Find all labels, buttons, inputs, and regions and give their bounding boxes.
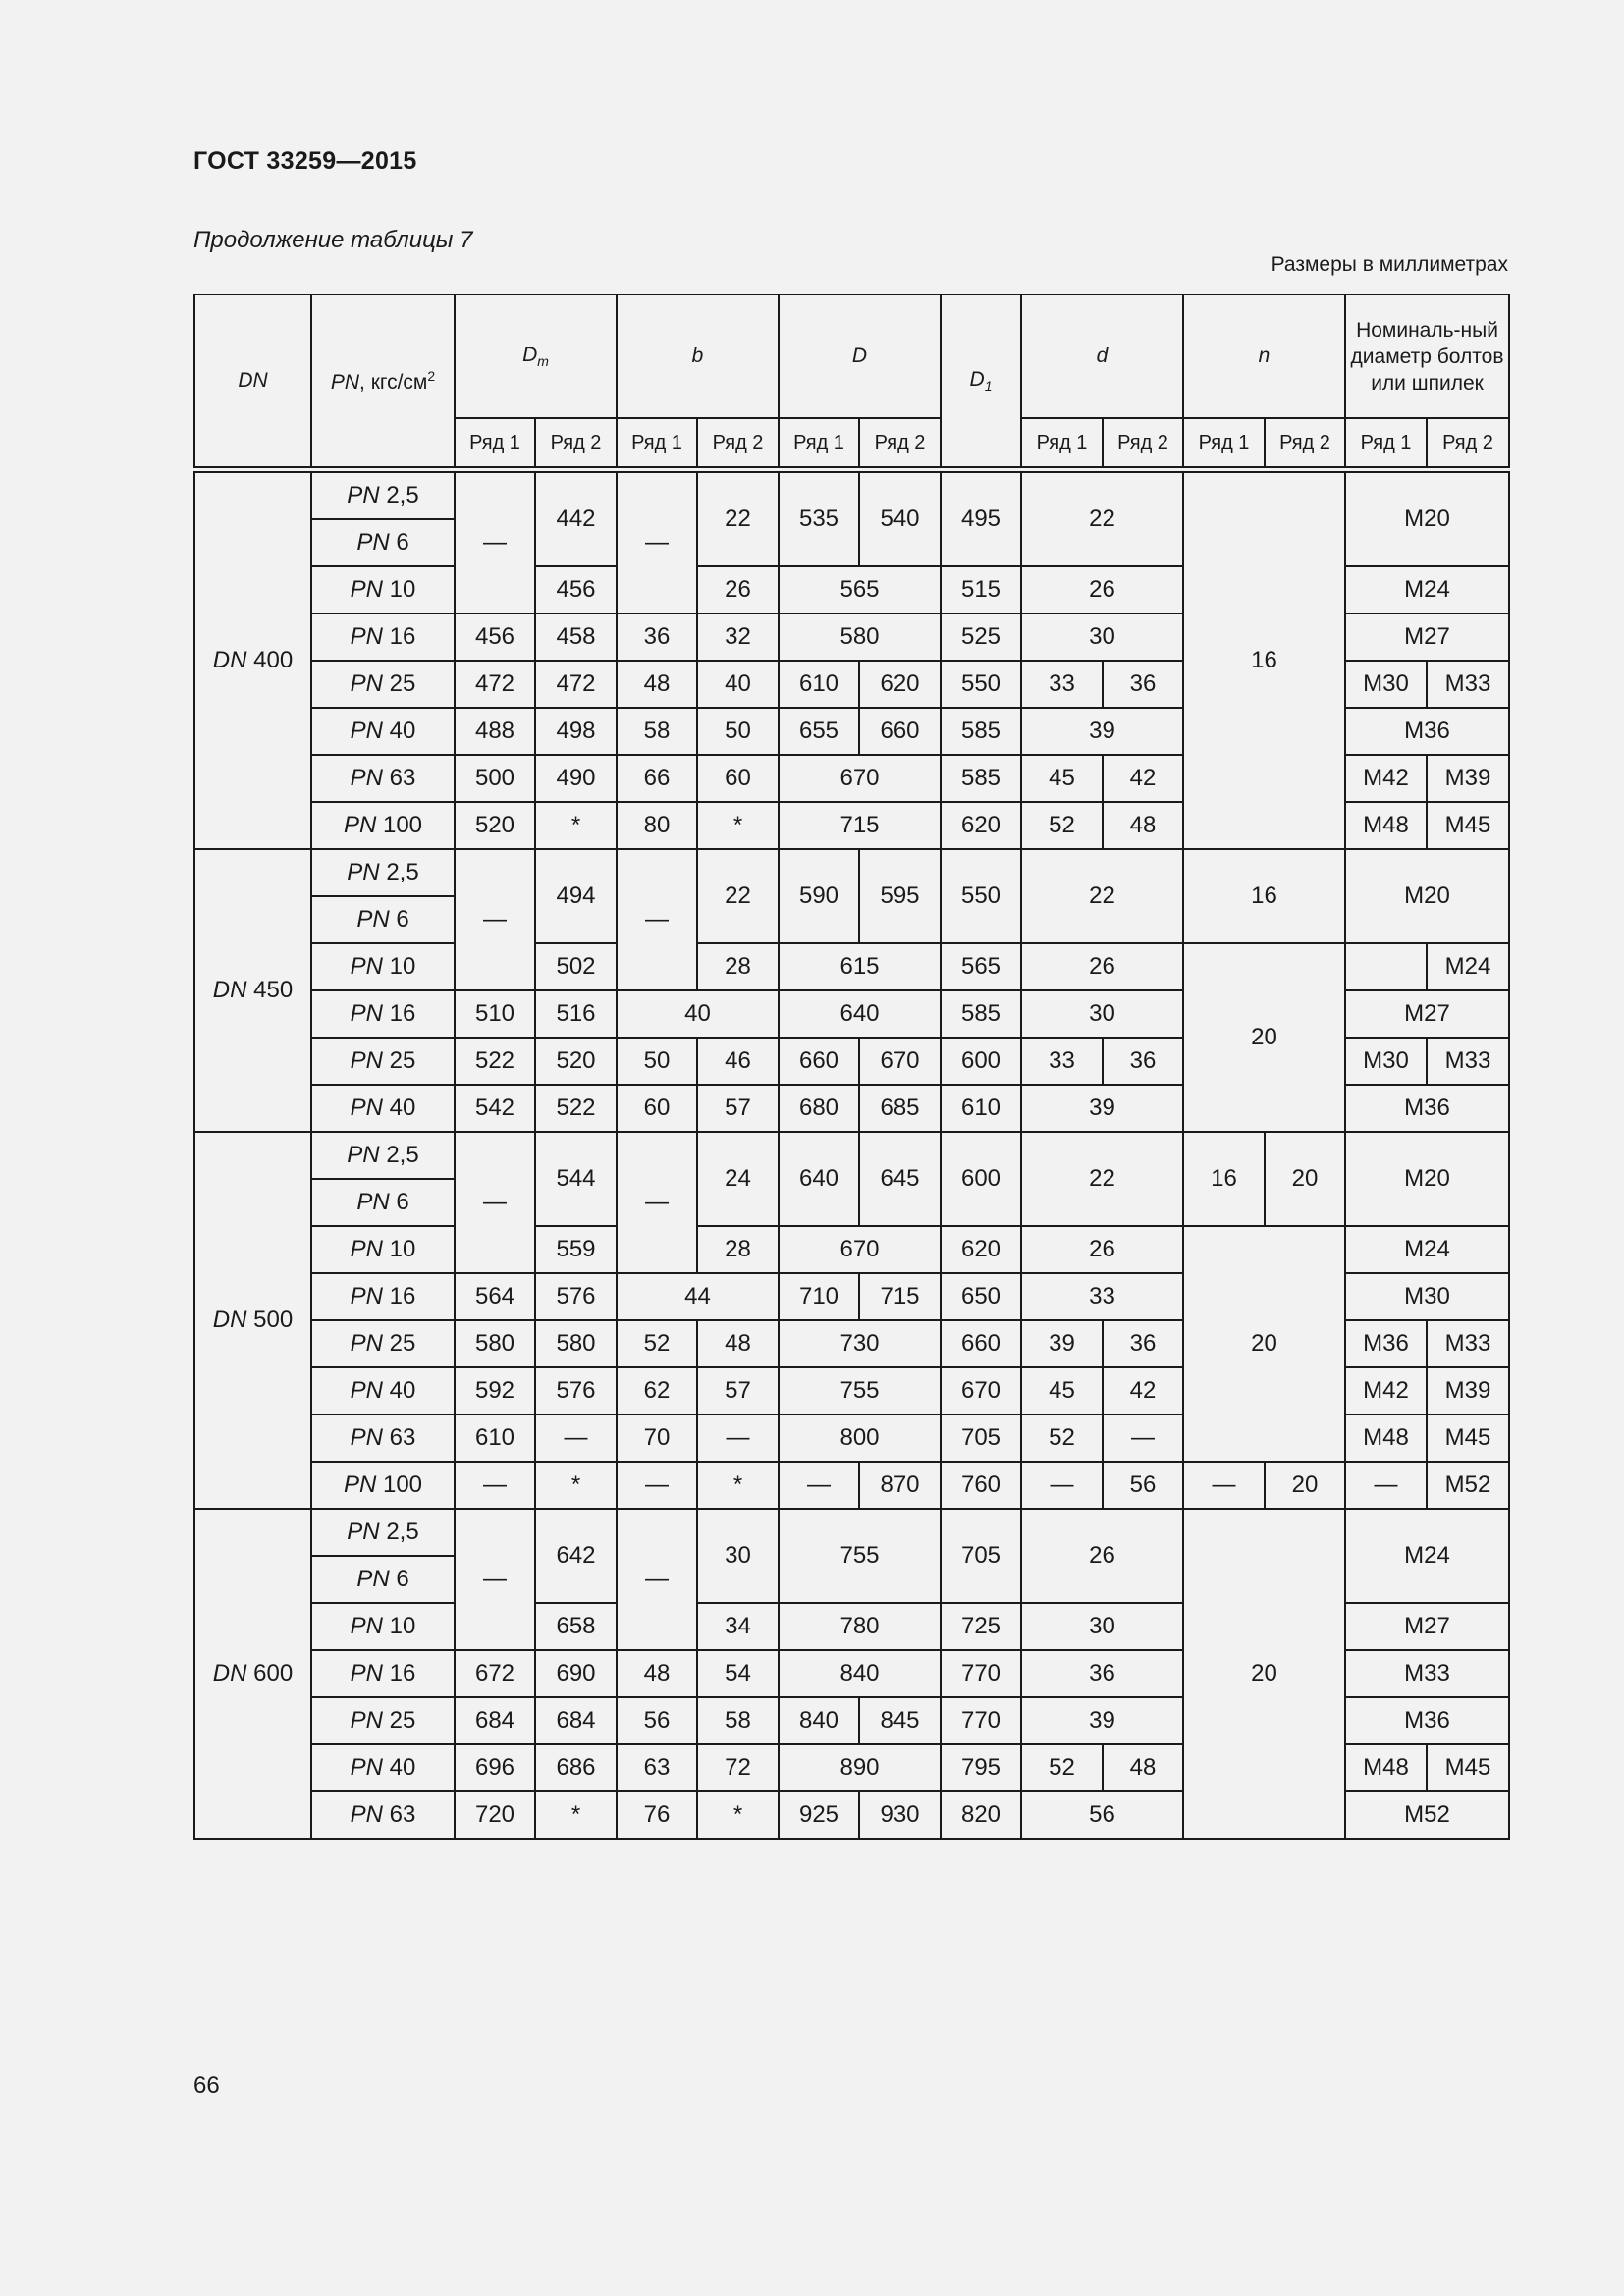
table-row: [194, 943, 1509, 990]
cell-D2: 595: [859, 849, 941, 943]
cell-dm1: 488: [455, 708, 535, 755]
cell-dm1: 592: [455, 1367, 535, 1415]
cell-n: 16: [1183, 849, 1345, 943]
cell-bolt: M27: [1345, 1603, 1509, 1650]
cell-d2: 36: [1103, 1320, 1183, 1367]
pn-cell: PN 16: [311, 990, 455, 1038]
cell-b1: 62: [617, 1367, 697, 1415]
cell-D2: 870: [859, 1462, 941, 1509]
cell-d2: 56: [1103, 1462, 1183, 1509]
pn-cell: PN 10: [311, 943, 455, 990]
pn-cell: PN 10: [311, 566, 455, 614]
pn-cell: PN 25: [311, 1320, 455, 1367]
cell-bolt: M36: [1345, 1697, 1509, 1744]
cell-dm1: 610: [455, 1415, 535, 1462]
cell-n1: 16: [1183, 1132, 1265, 1226]
cell-b1: 60: [617, 1085, 697, 1132]
pn-cell: PN 40: [311, 1085, 455, 1132]
cell-bolt: M36: [1345, 708, 1509, 755]
cell-bolt2: M45: [1427, 802, 1509, 849]
cell-dm2: 690: [535, 1650, 617, 1697]
pn-cell: PN 16: [311, 1650, 455, 1697]
header-dn: DN: [194, 294, 311, 467]
cell-D: 715: [779, 802, 941, 849]
cell-d2: 48: [1103, 802, 1183, 849]
cell-D2: 715: [859, 1273, 941, 1320]
subheader-bolt-row2: Ряд 2: [1427, 418, 1509, 467]
cell-dm2: 494: [535, 849, 617, 943]
dn-group-label: DN 500: [194, 1132, 311, 1509]
subheader-D-row1: Ряд 1: [779, 418, 859, 467]
cell-D-1: 550: [941, 661, 1021, 708]
cell-d: 26: [1021, 1226, 1183, 1273]
subheader-dm-row2: Ряд 2: [535, 418, 617, 467]
cell-D: 730: [779, 1320, 941, 1367]
dn-group-label: DN 450: [194, 849, 311, 1132]
cell-d2: 36: [1103, 1038, 1183, 1085]
cell-d2: 42: [1103, 755, 1183, 802]
cell-b2: 50: [697, 708, 779, 755]
cell-d: 39: [1021, 1085, 1183, 1132]
cell-n2: 20: [1265, 1462, 1345, 1509]
cell-dm2: *: [535, 1791, 617, 1839]
pn-cell: PN 25: [311, 1697, 455, 1744]
pn-cell: PN 10: [311, 1603, 455, 1650]
subheader-d-row2: Ряд 2: [1103, 418, 1183, 467]
cell-b2: 57: [697, 1085, 779, 1132]
pn-cell: PN 100: [311, 802, 455, 849]
cell-bolt1: M48: [1345, 1744, 1427, 1791]
cell-dm2: 686: [535, 1744, 617, 1791]
cell-b2: 28: [697, 1226, 779, 1273]
cell-b2: 28: [697, 943, 779, 990]
pn-cell: PN 6: [311, 519, 455, 566]
cell-d: 30: [1021, 614, 1183, 661]
cell-bolt1: M42: [1345, 755, 1427, 802]
header-D1: $D_1$: [941, 294, 1021, 467]
cell-bolt: M27: [1345, 990, 1509, 1038]
cell-b2: 46: [697, 1038, 779, 1085]
cell-D-1: 515: [941, 566, 1021, 614]
cell-D: 780: [779, 1603, 941, 1650]
cell-D: 565: [779, 566, 941, 614]
cell-dm2: 684: [535, 1697, 617, 1744]
cell-dm1: 500: [455, 755, 535, 802]
cell-bolt: M33: [1345, 1650, 1509, 1697]
cell-dm1: 580: [455, 1320, 535, 1367]
cell-D: 640: [779, 990, 941, 1038]
cell-bolt: M30: [1345, 1273, 1509, 1320]
cell-D-1: 705: [941, 1415, 1021, 1462]
cell-dm2: 544: [535, 1132, 617, 1226]
cell-D: 670: [779, 1226, 941, 1273]
cell-b: 44: [617, 1273, 779, 1320]
cell-d1: 45: [1021, 1367, 1103, 1415]
cell-D1: 680: [779, 1085, 859, 1132]
cell-D-1: 600: [941, 1038, 1021, 1085]
cell-D: 615: [779, 943, 941, 990]
cell-b2: 58: [697, 1697, 779, 1744]
cell-d1: 39: [1021, 1320, 1103, 1367]
pn-cell: PN 63: [311, 755, 455, 802]
cell-D: 670: [779, 755, 941, 802]
cell-dm2: 490: [535, 755, 617, 802]
pn-cell: PN 2,5: [311, 849, 455, 896]
cell-b1: —: [617, 1132, 697, 1273]
pn-cell: PN 16: [311, 614, 455, 661]
cell-bolt2: M33: [1427, 661, 1509, 708]
cell-b2: 22: [697, 472, 779, 566]
cell-d2: 36: [1103, 661, 1183, 708]
cell-b1: 70: [617, 1415, 697, 1462]
cell-bolt2: M33: [1427, 1320, 1509, 1367]
cell-bolt1: [1345, 943, 1427, 990]
cell-n: 16: [1183, 472, 1345, 849]
cell-dm2: 642: [535, 1509, 617, 1603]
cell-D-1: 585: [941, 755, 1021, 802]
cell-D1: 655: [779, 708, 859, 755]
cell-D-1: 660: [941, 1320, 1021, 1367]
cell-b1: 48: [617, 1650, 697, 1697]
cell-dm2: 576: [535, 1367, 617, 1415]
cell-bolt1: M30: [1345, 661, 1427, 708]
cell-d1: 33: [1021, 661, 1103, 708]
table-row: [194, 1509, 1509, 1556]
cell-dm1: 564: [455, 1273, 535, 1320]
cell-D-1: 495: [941, 472, 1021, 566]
cell-b: 40: [617, 990, 779, 1038]
cell-d: 26: [1021, 1509, 1183, 1603]
cell-b2: *: [697, 1791, 779, 1839]
cell-b2: 34: [697, 1603, 779, 1650]
cell-bolt1: M30: [1345, 1038, 1427, 1085]
cell-D-1: 525: [941, 614, 1021, 661]
cell-D: 800: [779, 1415, 941, 1462]
cell-D: 890: [779, 1744, 941, 1791]
cell-D2: 620: [859, 661, 941, 708]
cell-D1: 660: [779, 1038, 859, 1085]
cell-dm1: —: [455, 472, 535, 614]
cell-b1: 63: [617, 1744, 697, 1791]
cell-b1: 80: [617, 802, 697, 849]
cell-bolt1: M48: [1345, 802, 1427, 849]
subheader-n-row2: Ряд 2: [1265, 418, 1345, 467]
cell-bolt1: M48: [1345, 1415, 1427, 1462]
pn-cell: PN 100: [311, 1462, 455, 1509]
pn-cell: PN 6: [311, 896, 455, 943]
cell-dm2: 472: [535, 661, 617, 708]
cell-D2: 540: [859, 472, 941, 566]
subheader-D-row2: Ряд 2: [859, 418, 941, 467]
cell-dm2: —: [535, 1415, 617, 1462]
cell-D2: 670: [859, 1038, 941, 1085]
cell-D-1: 565: [941, 943, 1021, 990]
cell-d: 26: [1021, 566, 1183, 614]
cell-d: 56: [1021, 1791, 1183, 1839]
cell-D-1: 725: [941, 1603, 1021, 1650]
cell-D-1: 770: [941, 1650, 1021, 1697]
cell-D-1: 820: [941, 1791, 1021, 1839]
cell-b2: 54: [697, 1650, 779, 1697]
cell-dm1: —: [455, 1132, 535, 1273]
cell-b2: 26: [697, 566, 779, 614]
cell-dm1: —: [455, 849, 535, 990]
header-b: b: [617, 294, 779, 418]
cell-dm1: —: [455, 1462, 535, 1509]
cell-dm2: 502: [535, 943, 617, 990]
cell-dm1: —: [455, 1509, 535, 1650]
cell-D: 755: [779, 1509, 941, 1603]
cell-bolt: M20: [1345, 849, 1509, 943]
cell-bolt: M24: [1345, 1509, 1509, 1603]
cell-D-1: 610: [941, 1085, 1021, 1132]
subheader-d-row1: Ряд 1: [1021, 418, 1103, 467]
cell-D1: 640: [779, 1132, 859, 1226]
cell-b1: —: [617, 849, 697, 990]
cell-d1: 52: [1021, 1415, 1103, 1462]
table-row: [194, 1132, 1509, 1179]
subheader-b-row2: Ряд 2: [697, 418, 779, 467]
cell-dm1: 456: [455, 614, 535, 661]
pn-cell: PN 6: [311, 1556, 455, 1603]
cell-d: 26: [1021, 943, 1183, 990]
cell-D-1: 795: [941, 1744, 1021, 1791]
cell-dm2: 580: [535, 1320, 617, 1367]
dn-group-label: DN 600: [194, 1509, 311, 1839]
cell-b1: —: [617, 1462, 697, 1509]
cell-b2: 22: [697, 849, 779, 943]
cell-n: 20: [1183, 1509, 1345, 1839]
cell-dm1: 542: [455, 1085, 535, 1132]
cell-D: 840: [779, 1650, 941, 1697]
cell-b2: 32: [697, 614, 779, 661]
cell-d1: —: [1021, 1462, 1103, 1509]
table-caption: Продолжение таблицы 7: [193, 227, 473, 253]
cell-bolt: M24: [1345, 1226, 1509, 1273]
dn-group-label: DN 400: [194, 472, 311, 849]
cell-D1: 535: [779, 472, 859, 566]
pn-cell: PN 40: [311, 1744, 455, 1791]
cell-dm2: 559: [535, 1226, 617, 1273]
cell-D-1: 585: [941, 990, 1021, 1038]
pn-cell: PN 63: [311, 1791, 455, 1839]
cell-bolt1: —: [1345, 1462, 1427, 1509]
cell-b2: 40: [697, 661, 779, 708]
cell-b1: 36: [617, 614, 697, 661]
cell-bolt1: M42: [1345, 1367, 1427, 1415]
cell-d: 36: [1021, 1650, 1183, 1697]
pn-cell: PN 16: [311, 1273, 455, 1320]
cell-dm2: 456: [535, 566, 617, 614]
cell-b2: 60: [697, 755, 779, 802]
cell-dm1: 472: [455, 661, 535, 708]
cell-D1: —: [779, 1462, 859, 1509]
pn-cell: PN 10: [311, 1226, 455, 1273]
cell-bolt1: M36: [1345, 1320, 1427, 1367]
cell-dm2: 658: [535, 1603, 617, 1650]
cell-b1: 52: [617, 1320, 697, 1367]
cell-bolt2: M33: [1427, 1038, 1509, 1085]
cell-dm2: *: [535, 802, 617, 849]
cell-d1: 52: [1021, 1744, 1103, 1791]
pn-cell: PN 40: [311, 708, 455, 755]
cell-D-1: 620: [941, 1226, 1021, 1273]
cell-b2: 57: [697, 1367, 779, 1415]
cell-b2: *: [697, 1462, 779, 1509]
cell-n2: 20: [1265, 1132, 1345, 1226]
subheader-b-row1: Ряд 1: [617, 418, 697, 467]
header-pn: PN, кгс/$см^2$: [311, 294, 455, 467]
cell-d1: 33: [1021, 1038, 1103, 1085]
cell-d: 30: [1021, 1603, 1183, 1650]
header-dm: $D_m$: [455, 294, 617, 418]
pn-cell: PN 25: [311, 661, 455, 708]
cell-bolt2: M39: [1427, 755, 1509, 802]
cell-D1: 590: [779, 849, 859, 943]
cell-b2: 24: [697, 1132, 779, 1226]
pn-cell: PN 2,5: [311, 472, 455, 519]
cell-b2: *: [697, 802, 779, 849]
flange-dimensions-table: [193, 294, 1510, 1840]
cell-D-1: 600: [941, 1132, 1021, 1226]
cell-dm1: 520: [455, 802, 535, 849]
cell-bolt: M20: [1345, 472, 1509, 566]
cell-bolt2: M39: [1427, 1367, 1509, 1415]
cell-dm1: 684: [455, 1697, 535, 1744]
cell-d: 22: [1021, 849, 1183, 943]
cell-D-1: 650: [941, 1273, 1021, 1320]
cell-D-1: 550: [941, 849, 1021, 943]
cell-dm2: 520: [535, 1038, 617, 1085]
cell-D2: 845: [859, 1697, 941, 1744]
cell-D-1: 760: [941, 1462, 1021, 1509]
cell-b1: 58: [617, 708, 697, 755]
table-row: [194, 472, 1509, 519]
cell-b1: 66: [617, 755, 697, 802]
document-header: ГОСТ 33259—2015: [193, 147, 417, 175]
cell-D-1: 670: [941, 1367, 1021, 1415]
pn-cell: PN 6: [311, 1179, 455, 1226]
pn-cell: PN 25: [311, 1038, 455, 1085]
cell-bolt2: M24: [1427, 943, 1509, 990]
cell-bolt: M24: [1345, 566, 1509, 614]
cell-D-1: 620: [941, 802, 1021, 849]
table-row: [194, 1462, 1509, 1509]
cell-d: 33: [1021, 1273, 1183, 1320]
header-n: n: [1183, 294, 1345, 418]
cell-dm2: *: [535, 1462, 617, 1509]
cell-D: 755: [779, 1367, 941, 1415]
cell-d: 30: [1021, 990, 1183, 1038]
cell-D1: 925: [779, 1791, 859, 1839]
cell-d2: 48: [1103, 1744, 1183, 1791]
cell-d1: 45: [1021, 755, 1103, 802]
cell-bolt2: M45: [1427, 1744, 1509, 1791]
header-d: d: [1021, 294, 1183, 418]
cell-b1: 56: [617, 1697, 697, 1744]
cell-b1: 48: [617, 661, 697, 708]
cell-dm1: 720: [455, 1791, 535, 1839]
cell-D1: 840: [779, 1697, 859, 1744]
cell-D2: 645: [859, 1132, 941, 1226]
pn-cell: PN 2,5: [311, 1132, 455, 1179]
pn-cell: PN 2,5: [311, 1509, 455, 1556]
cell-d2: 42: [1103, 1367, 1183, 1415]
cell-bolt2: M45: [1427, 1415, 1509, 1462]
cell-b1: 76: [617, 1791, 697, 1839]
subheader-dm-row1: Ряд 1: [455, 418, 535, 467]
units-note: Размеры в миллиметрах: [1271, 253, 1508, 276]
cell-b1: —: [617, 472, 697, 614]
table-row: [194, 849, 1509, 896]
cell-d: 22: [1021, 472, 1183, 566]
cell-dm1: 696: [455, 1744, 535, 1791]
cell-b2: 48: [697, 1320, 779, 1367]
cell-bolt2: M52: [1427, 1462, 1509, 1509]
cell-b1: —: [617, 1509, 697, 1650]
cell-n: 20: [1183, 1226, 1345, 1462]
cell-b1: 50: [617, 1038, 697, 1085]
header-D: D: [779, 294, 941, 418]
cell-dm1: 522: [455, 1038, 535, 1085]
cell-dm2: 458: [535, 614, 617, 661]
cell-D: 580: [779, 614, 941, 661]
cell-bolt: M52: [1345, 1791, 1509, 1839]
cell-D1: 610: [779, 661, 859, 708]
cell-D-1: 705: [941, 1509, 1021, 1603]
cell-n: 20: [1183, 943, 1345, 1132]
cell-d: 39: [1021, 1697, 1183, 1744]
cell-dm2: 498: [535, 708, 617, 755]
cell-b2: 30: [697, 1509, 779, 1603]
page-number: 66: [193, 2072, 220, 2099]
pn-cell: PN 63: [311, 1415, 455, 1462]
cell-D1: 710: [779, 1273, 859, 1320]
header-bolt-diameter: Номиналь-ный диаметр болтов или шпилек: [1345, 294, 1509, 418]
table-row: [194, 1226, 1509, 1273]
cell-b2: 72: [697, 1744, 779, 1791]
cell-dm1: 510: [455, 990, 535, 1038]
cell-dm2: 442: [535, 472, 617, 566]
subheader-n-row1: Ряд 1: [1183, 418, 1265, 467]
cell-D-1: 585: [941, 708, 1021, 755]
cell-bolt: M20: [1345, 1132, 1509, 1226]
cell-D2: 930: [859, 1791, 941, 1839]
pn-cell: PN 40: [311, 1367, 455, 1415]
cell-D2: 660: [859, 708, 941, 755]
cell-d1: 52: [1021, 802, 1103, 849]
cell-d2: —: [1103, 1415, 1183, 1462]
cell-n1: —: [1183, 1462, 1265, 1509]
cell-bolt: M36: [1345, 1085, 1509, 1132]
cell-b2: —: [697, 1415, 779, 1462]
subheader-bolt-row1: Ряд 1: [1345, 418, 1427, 467]
cell-d: 39: [1021, 708, 1183, 755]
cell-dm2: 522: [535, 1085, 617, 1132]
cell-d: 22: [1021, 1132, 1183, 1226]
cell-D-1: 770: [941, 1697, 1021, 1744]
cell-dm1: 672: [455, 1650, 535, 1697]
cell-dm2: 576: [535, 1273, 617, 1320]
cell-bolt: M27: [1345, 614, 1509, 661]
cell-D2: 685: [859, 1085, 941, 1132]
cell-dm2: 516: [535, 990, 617, 1038]
